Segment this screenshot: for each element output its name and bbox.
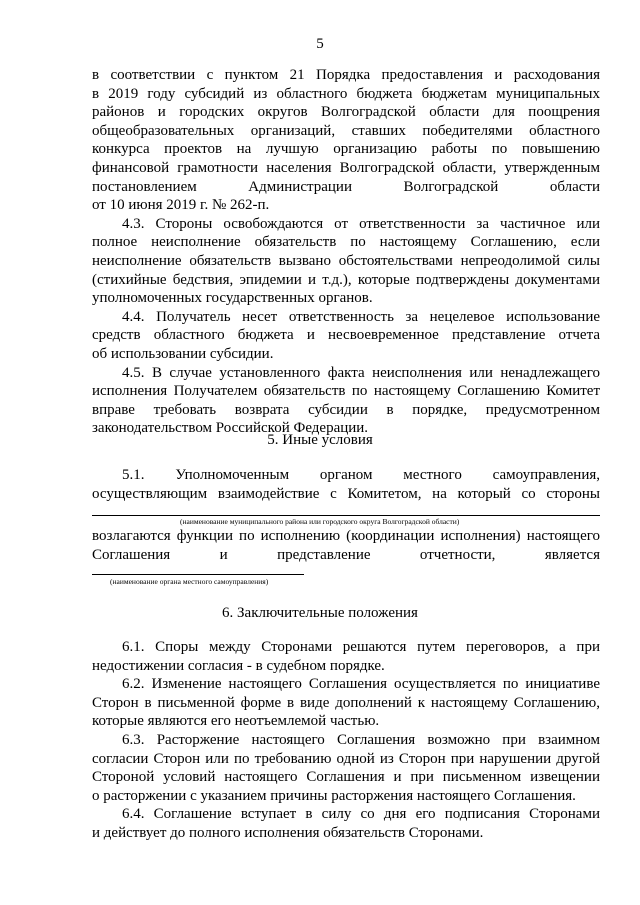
text-line: Сторон в письменной форме в виде дополнений к настоящему Соглашению,: [92, 694, 600, 711]
text-line: вправе требовать возврата субсидии в порядке, предусмотренном: [92, 401, 600, 418]
text-line: уполномоченных государственных органов.: [92, 290, 373, 307]
page-number: 5: [316, 36, 324, 52]
text-line: 6.1. Споры между Сторонами решаются путем переговоров, а при: [122, 639, 600, 655]
text-line: осуществляющим взаимодействие с Комитетом, на который со стороны: [92, 485, 600, 502]
body-block-4: [92, 638, 600, 843]
section-5-title: 5. Иные условия: [267, 432, 373, 448]
body-block-1: [92, 66, 600, 438]
text-line: согласии Сторон или по требованию одной из Сторон при нарушении другой: [92, 750, 600, 767]
text-line: недостижении согласия - в судебном порядке.: [92, 657, 385, 674]
text-line: постановлением Администрации Волгоградской области: [92, 178, 600, 195]
text-line: и действует до полного исполнения обязательств Сторонами.: [92, 824, 484, 841]
text-line: исполнения Получателем обязательств по настоящему Соглашению Комитет: [92, 383, 600, 400]
text-line: в соответствии с пунктом 21 Порядка предоставления и расходования: [92, 67, 600, 83]
fill-in-line: [92, 574, 304, 575]
text-line: 6.2. Изменение настоящего Соглашения осуществляется по инициативе: [122, 676, 600, 693]
fill-in-line: [92, 515, 600, 516]
text-line: законодательством Российской Федерации.: [92, 420, 369, 437]
body-block-3: [92, 527, 600, 564]
text-line: в 2019 году субсидий из областного бюджета бюджетам муниципальных: [92, 85, 600, 102]
text-line: 6.3. Расторжение настоящего Соглашения возможно при взаимном: [122, 731, 600, 748]
field-caption: (наименование муниципального района или городского округа Волгоградской области): [180, 517, 460, 526]
text-line: общеобразовательных организаций, ставших победителями областного: [92, 122, 600, 139]
text-line: 4.4. Получатель несет ответственность за нецелевое использование: [122, 308, 600, 325]
text-line: об использовании субсидии.: [92, 345, 274, 362]
text-line: 4.5. В случае установленного факта неисполнения или ненадлежащего: [122, 364, 600, 381]
text-line: финансовой грамотности населения Волгоградской области, утвержденным: [92, 159, 600, 176]
text-line: конкурса проектов на лучшую организацию работы по повышению: [92, 141, 600, 158]
text-line: Стороной условий настоящего Соглашения и при письменном извещении: [92, 769, 600, 786]
text-line: (стихийные бедствия, эпидемии и т.д.), которые подтверждены документами: [92, 271, 600, 288]
text-line: средств областного бюджета и несвоевременное представление отчета: [92, 327, 600, 344]
text-line: возлагаются функции по исполнению (координации исполнения) настоящего: [92, 528, 600, 544]
text-line: от 10 июня 2019 г. № 262-п.: [92, 197, 270, 214]
text-line: которые являются его неотъемлемой частью.: [92, 713, 380, 730]
text-line: полное неисполнение обязательств по настоящему Соглашению, если: [92, 234, 600, 251]
text-line: 4.3. Стороны освобождаются от ответственности за частичное или: [122, 215, 600, 232]
text-line: 6.4. Соглашение вступает в силу со дня его подписания Сторонами: [122, 806, 600, 823]
text-line: Соглашения и представление отчетности, является: [92, 546, 600, 563]
field-caption: (наименование органа местного самоуправления): [110, 577, 269, 586]
text-line: 5.1. Уполномоченным органом местного самоуправления,: [122, 467, 600, 483]
text-line: неисполнение обязательств вызвано обстоятельствами непреодолимой силы: [92, 252, 600, 269]
text-line: о расторжении с указанием причины расторжения настоящего Соглашения.: [92, 787, 576, 804]
body-block-2: [92, 466, 600, 503]
section-6-title: 6. Заключительные положения: [222, 605, 418, 621]
text-line: районов и городских округов Волгоградской области для поощрения: [92, 104, 600, 121]
